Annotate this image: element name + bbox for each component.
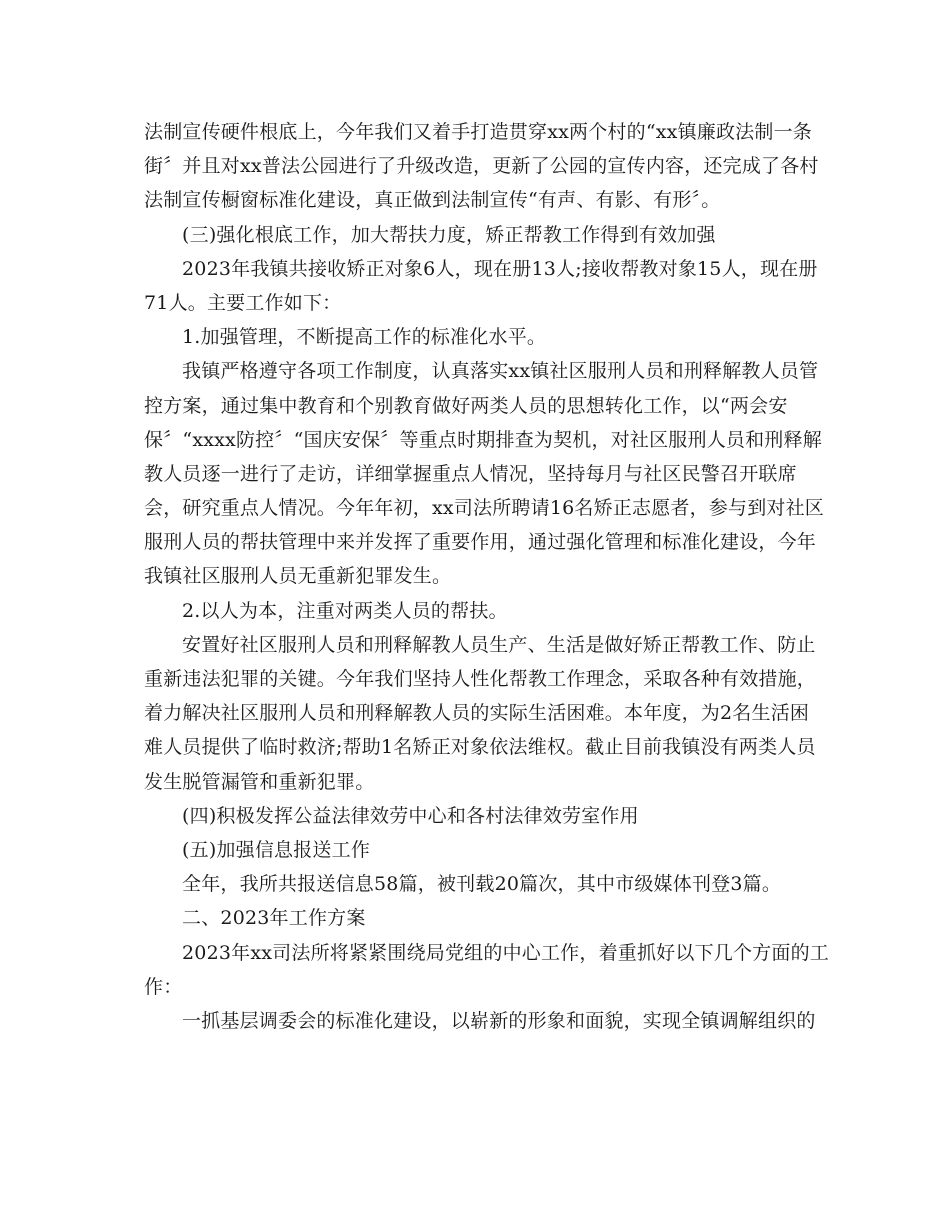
document-body <box>144 115 829 1038</box>
text-line: 我镇严格遵守各项工作制度，认真落实xx镇社区服刑人员和刑释解教人员管 <box>182 360 819 383</box>
text-line: 教人员逐一进行了走访，详细掌握重点人情况，坚持每月与社区民警召开联席 <box>144 462 797 485</box>
text-line: 安置好社区服刑人员和刑释解教人员生产、生活是做好矫正帮教工作、防止 <box>182 633 816 656</box>
text-line: 难人员提供了临时救济;帮助1名矫正对象依法维权。截止目前我镇没有两类人员 <box>144 736 816 759</box>
text-line: 服刑人员的帮扶管理中来并发挥了重要作用，通过强化管理和标准化建设，今年 <box>144 531 817 554</box>
text-line: 一抓基层调委会的标准化建设，以崭新的形象和面貌，实现全镇调解组织的 <box>182 1009 816 1032</box>
text-line: 发生脱管漏管和重新犯罪。 <box>144 770 375 793</box>
text-line: 控方案，通过集中教育和个别教育做好两类人员的思想转化工作，以“两会安 <box>144 394 788 417</box>
text-line: 重新违法犯罪的关键。今年我们坚持人性化帮教工作理念，采取各种有效措施， <box>144 668 817 690</box>
text-line: 法制宣传硬件根底上，今年我们又着手打造贯穿xx两个村的“xx镇廉政法制一条 <box>144 121 812 143</box>
subsection-heading: 1.加强管理，不断提高工作的标准化水平。 <box>182 326 547 349</box>
text-line: 会，研究重点人情况。今年年初，xx司法所聘请16名矫正志愿者，参与到对社区 <box>144 497 825 520</box>
text-line: 我镇社区服刑人员无重新犯罪发生。 <box>144 565 452 588</box>
section-heading: (五)加强信息报送工作 <box>182 838 371 861</box>
text-line: 全年，我所共报送信息58篇，被刊载20篇次，其中市级媒体刊登3篇。 <box>182 873 782 896</box>
text-line: 法制宣传橱窗标准化建设，真正做到法制宣传“有声、有影、有形〞。 <box>144 189 721 212</box>
section-heading: (三)强化根底工作，加大帮扶力度，矫正帮教工作得到有效加强 <box>182 223 716 246</box>
text-line: 2023年我镇共接收矫正对象6人，现在册13人;接收帮教对象15人，现在册 <box>182 257 818 280</box>
text-line: 2023年xx司法所将紧紧围绕局党组的中心工作，着重抓好以下几个方面的工 <box>182 941 829 964</box>
section-heading: 二、2023年工作方案 <box>182 907 366 930</box>
text-line: 着力解决社区服刑人员和刑释解教人员的实际生活困难。本年度，为2名生活困 <box>144 702 810 725</box>
text-line: 71人。主要工作如下： <box>144 291 342 314</box>
subsection-heading: 2.以人为本，注重对两类人员的帮扶。 <box>182 599 508 622</box>
section-heading: (四)积极发挥公益法律效劳中心和各村法律效劳室作用 <box>182 804 639 827</box>
text-line: 作： <box>144 975 183 998</box>
text-line: 街〞并且对xx普法公园进行了升级改造，更新了公园的宣传内容，还完成了各村 <box>144 155 819 178</box>
text-line: 保〞“xxxx防控〞“国庆安保〞等重点时期排查为契机，对社区服刑人员和刑释解 <box>144 428 822 451</box>
